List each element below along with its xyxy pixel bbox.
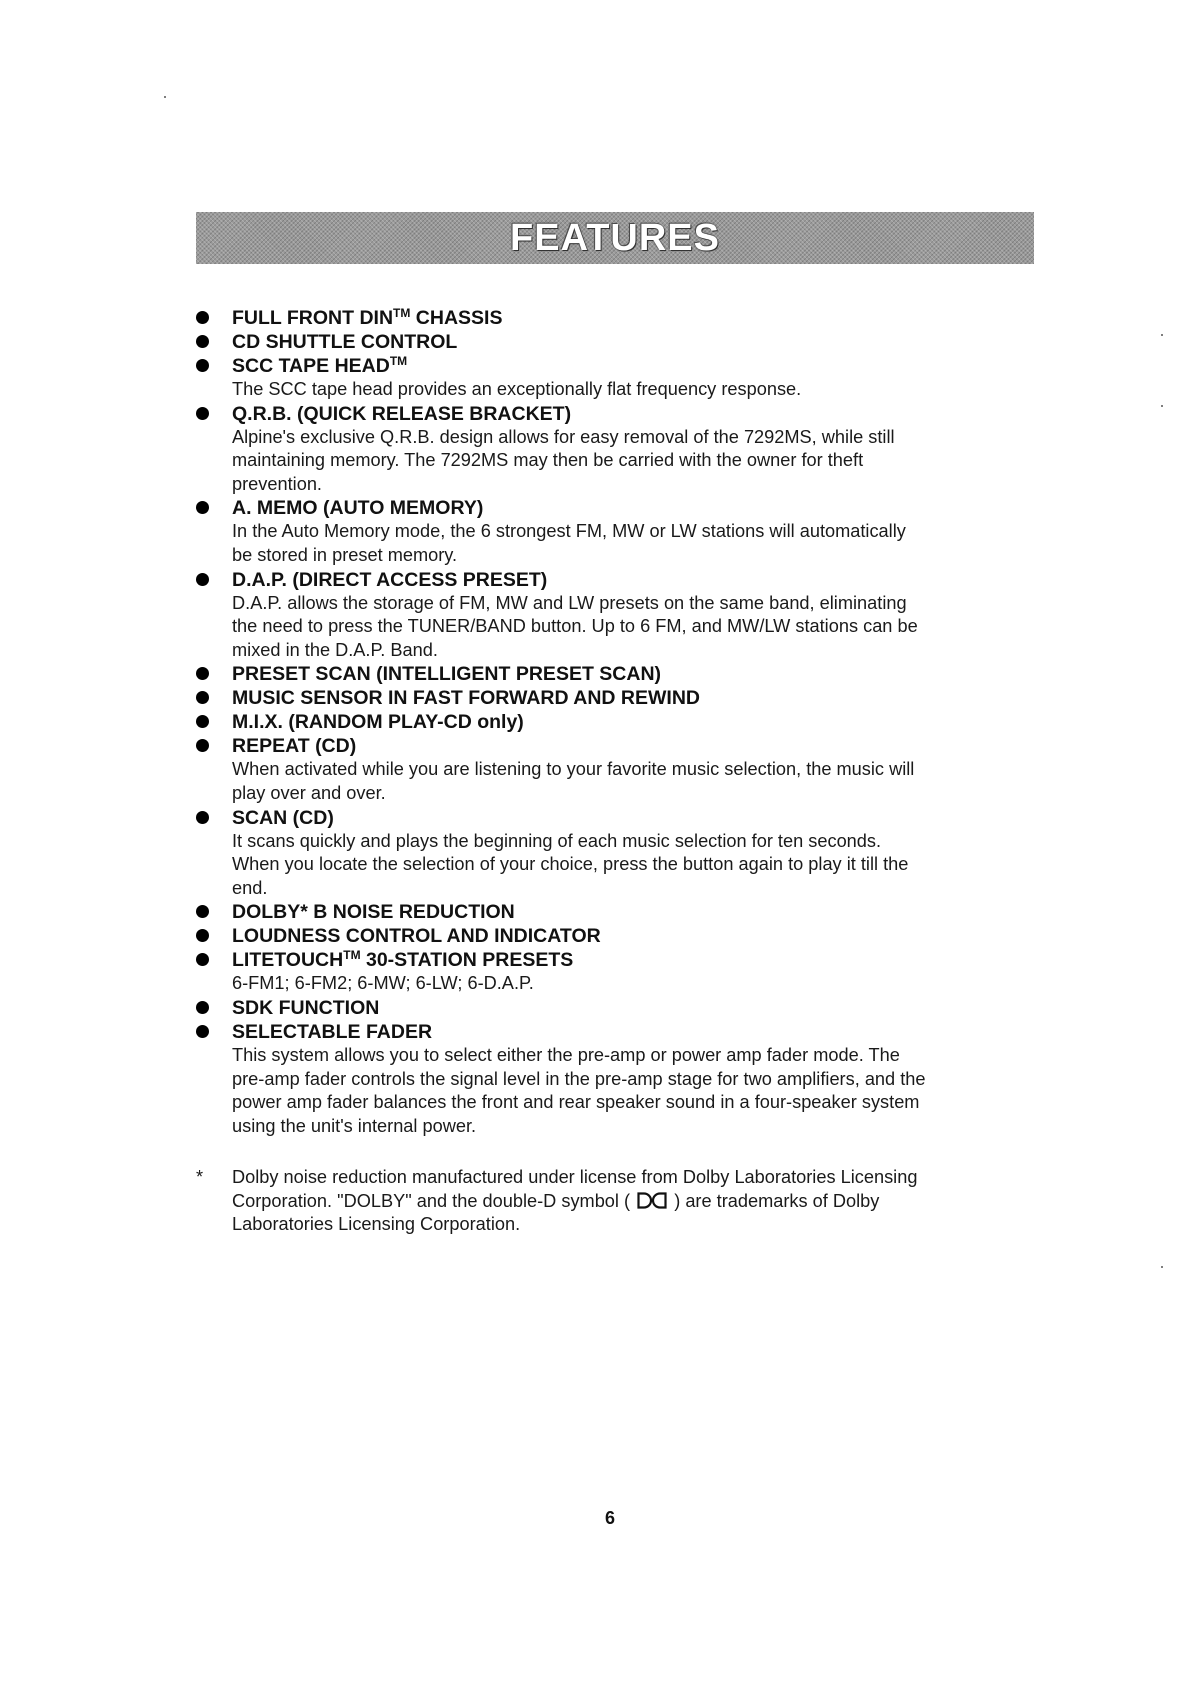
- feature-description: 6-FM1; 6-FM2; 6-MW; 6-LW; 6-D.A.P.: [232, 973, 534, 994]
- footnote-text: [196, 1166, 1046, 1237]
- feature-item: [196, 686, 1046, 710]
- dolby-footnote: [196, 1166, 1046, 1237]
- bullet-icon: [196, 335, 209, 348]
- feature-item: [196, 662, 1046, 686]
- feature-item: [196, 330, 1046, 354]
- bullet-icon: [196, 715, 209, 728]
- feature-title-suffix: 30-STATION PRESETS: [360, 949, 574, 972]
- feature-title: [232, 710, 1046, 734]
- trademark-mark: TM: [393, 306, 411, 320]
- bullet-icon: [196, 573, 209, 586]
- feature-title: [232, 924, 1046, 948]
- feature-title: [232, 686, 1046, 710]
- bullet-icon: [196, 929, 209, 942]
- scan-speck: [1161, 1266, 1163, 1268]
- feature-title-text: SCAN (CD): [232, 806, 334, 829]
- bullet-icon: [196, 811, 209, 824]
- feature-title: [232, 496, 1046, 520]
- bullet-icon: [196, 359, 209, 372]
- bullet-icon: [196, 667, 209, 680]
- feature-title-text: M.I.X. (RANDOM PLAY-CD only): [232, 711, 524, 734]
- feature-title-text: SDK FUNCTION: [232, 996, 380, 1019]
- bullet-icon: [196, 1025, 209, 1038]
- feature-title: [232, 806, 1046, 830]
- feature-item: [196, 306, 1046, 330]
- feature-description: This system allows you to select either the pre-amp or power amp fader mode. The pre-amp fader controls the signal level in the pre-amp stage for two amplifiers, and the power amp fader balances the front and rear speaker sound in a four-speaker system using the unit's internal power.: [232, 1044, 926, 1136]
- feature-description: D.A.P. allows the storage of FM, MW and LW presets on the same band, eliminating the need to press the TUNER/BAND button. Up to 6 FM, and MW/LW stations can be mixed in the D.A.P. Band.: [232, 592, 918, 660]
- footnote-text-after: ) are trademarks of Dolby Laboratories Licensing Corporation.: [232, 1190, 880, 1235]
- feature-title: [232, 306, 1046, 330]
- feature-description: The SCC tape head provides an exceptionally flat frequency response.: [232, 379, 802, 399]
- feature-description: It scans quickly and plays the beginning of each music selection for ten seconds. When you locate the selection of your choice, press the button again to play it till the end.: [232, 830, 909, 898]
- feature-title-text: A. MEMO (AUTO MEMORY): [232, 497, 484, 520]
- feature-title: [232, 948, 1046, 972]
- bullet-icon: [196, 501, 209, 514]
- feature-title-text: D.A.P. (DIRECT ACCESS PRESET): [232, 568, 548, 591]
- scan-speck: [1161, 405, 1163, 407]
- feature-item: [196, 996, 1046, 1020]
- feature-title: [232, 354, 1046, 378]
- feature-title-text: SCC TAPE HEAD: [232, 355, 390, 377]
- feature-title-text: PRESET SCAN (INTELLIGENT PRESET SCAN): [232, 663, 662, 686]
- feature-description: Alpine's exclusive Q.R.B. design allows for easy removal of the 7292MS, while still maintaining memory. The 7292MS may then be carried with the owner for theft prevention.: [232, 426, 895, 494]
- feature-item: [196, 710, 1046, 734]
- feature-item: [196, 806, 1046, 901]
- feature-title-suffix: CHASSIS: [410, 307, 503, 329]
- bullet-icon: [196, 739, 209, 752]
- feature-title-text: FULL FRONT DIN: [232, 307, 394, 329]
- feature-item: [196, 948, 1046, 996]
- feature-title: [232, 996, 1046, 1020]
- bullet-icon: [196, 311, 209, 324]
- bullet-icon: [196, 691, 209, 704]
- feature-title-text: Q.R.B. (QUICK RELEASE BRACKET): [232, 402, 572, 425]
- feature-title-text: REPEAT (CD): [232, 735, 357, 758]
- feature-description: When activated while you are listening to your favorite music selection, the music will play over and over.: [232, 759, 915, 803]
- feature-title-text: LITETOUCH: [232, 949, 344, 972]
- bullet-icon: [196, 407, 209, 420]
- feature-list: [196, 306, 1046, 1138]
- feature-title: [232, 734, 1046, 758]
- double-d-symbol-icon: [637, 1192, 667, 1209]
- feature-title-text: MUSIC SENSOR IN FAST FORWARD AND REWIND: [232, 687, 701, 710]
- feature-item: [196, 496, 1046, 567]
- scan-speck: [1161, 334, 1163, 336]
- feature-item: [196, 402, 1046, 497]
- trademark-mark: TM: [343, 948, 361, 963]
- bullet-icon: [196, 905, 209, 918]
- bullet-icon: [196, 953, 209, 966]
- feature-description: In the Auto Memory mode, the 6 strongest FM, MW or LW stations will automatically be stored in preset memory.: [232, 521, 906, 565]
- feature-title-text: SELECTABLE FADER: [232, 1020, 433, 1043]
- page-number: 6: [604, 1508, 615, 1528]
- feature-item: [196, 568, 1046, 663]
- feature-title-text: CD SHUTTLE CONTROL: [232, 331, 458, 353]
- footnote-marker: *: [196, 1167, 204, 1187]
- footnote-text-before: Dolby noise reduction manufactured under license from Dolby Laboratories Licensing Corporation. "DOLBY" and the double-D symbol (: [232, 1167, 918, 1211]
- page-title: FEATURES: [510, 217, 720, 259]
- feature-title: [232, 402, 1046, 426]
- feature-title-text: LOUDNESS CONTROL AND INDICATOR: [232, 925, 601, 948]
- feature-item: [196, 734, 1046, 805]
- feature-title: [232, 568, 1046, 592]
- feature-item: [196, 924, 1046, 948]
- feature-title: [232, 330, 1046, 354]
- feature-item: [196, 354, 1046, 402]
- feature-title: [232, 900, 1046, 924]
- trademark-mark: TM: [389, 354, 408, 368]
- feature-title: [232, 1020, 1046, 1044]
- scan-speck: [164, 96, 166, 98]
- bullet-icon: [196, 1001, 209, 1014]
- feature-item: [196, 900, 1046, 924]
- feature-title: [232, 662, 1046, 686]
- features-banner: [196, 212, 1034, 264]
- feature-title-text: DOLBY* B NOISE REDUCTION: [232, 901, 515, 924]
- feature-item: [196, 1020, 1046, 1138]
